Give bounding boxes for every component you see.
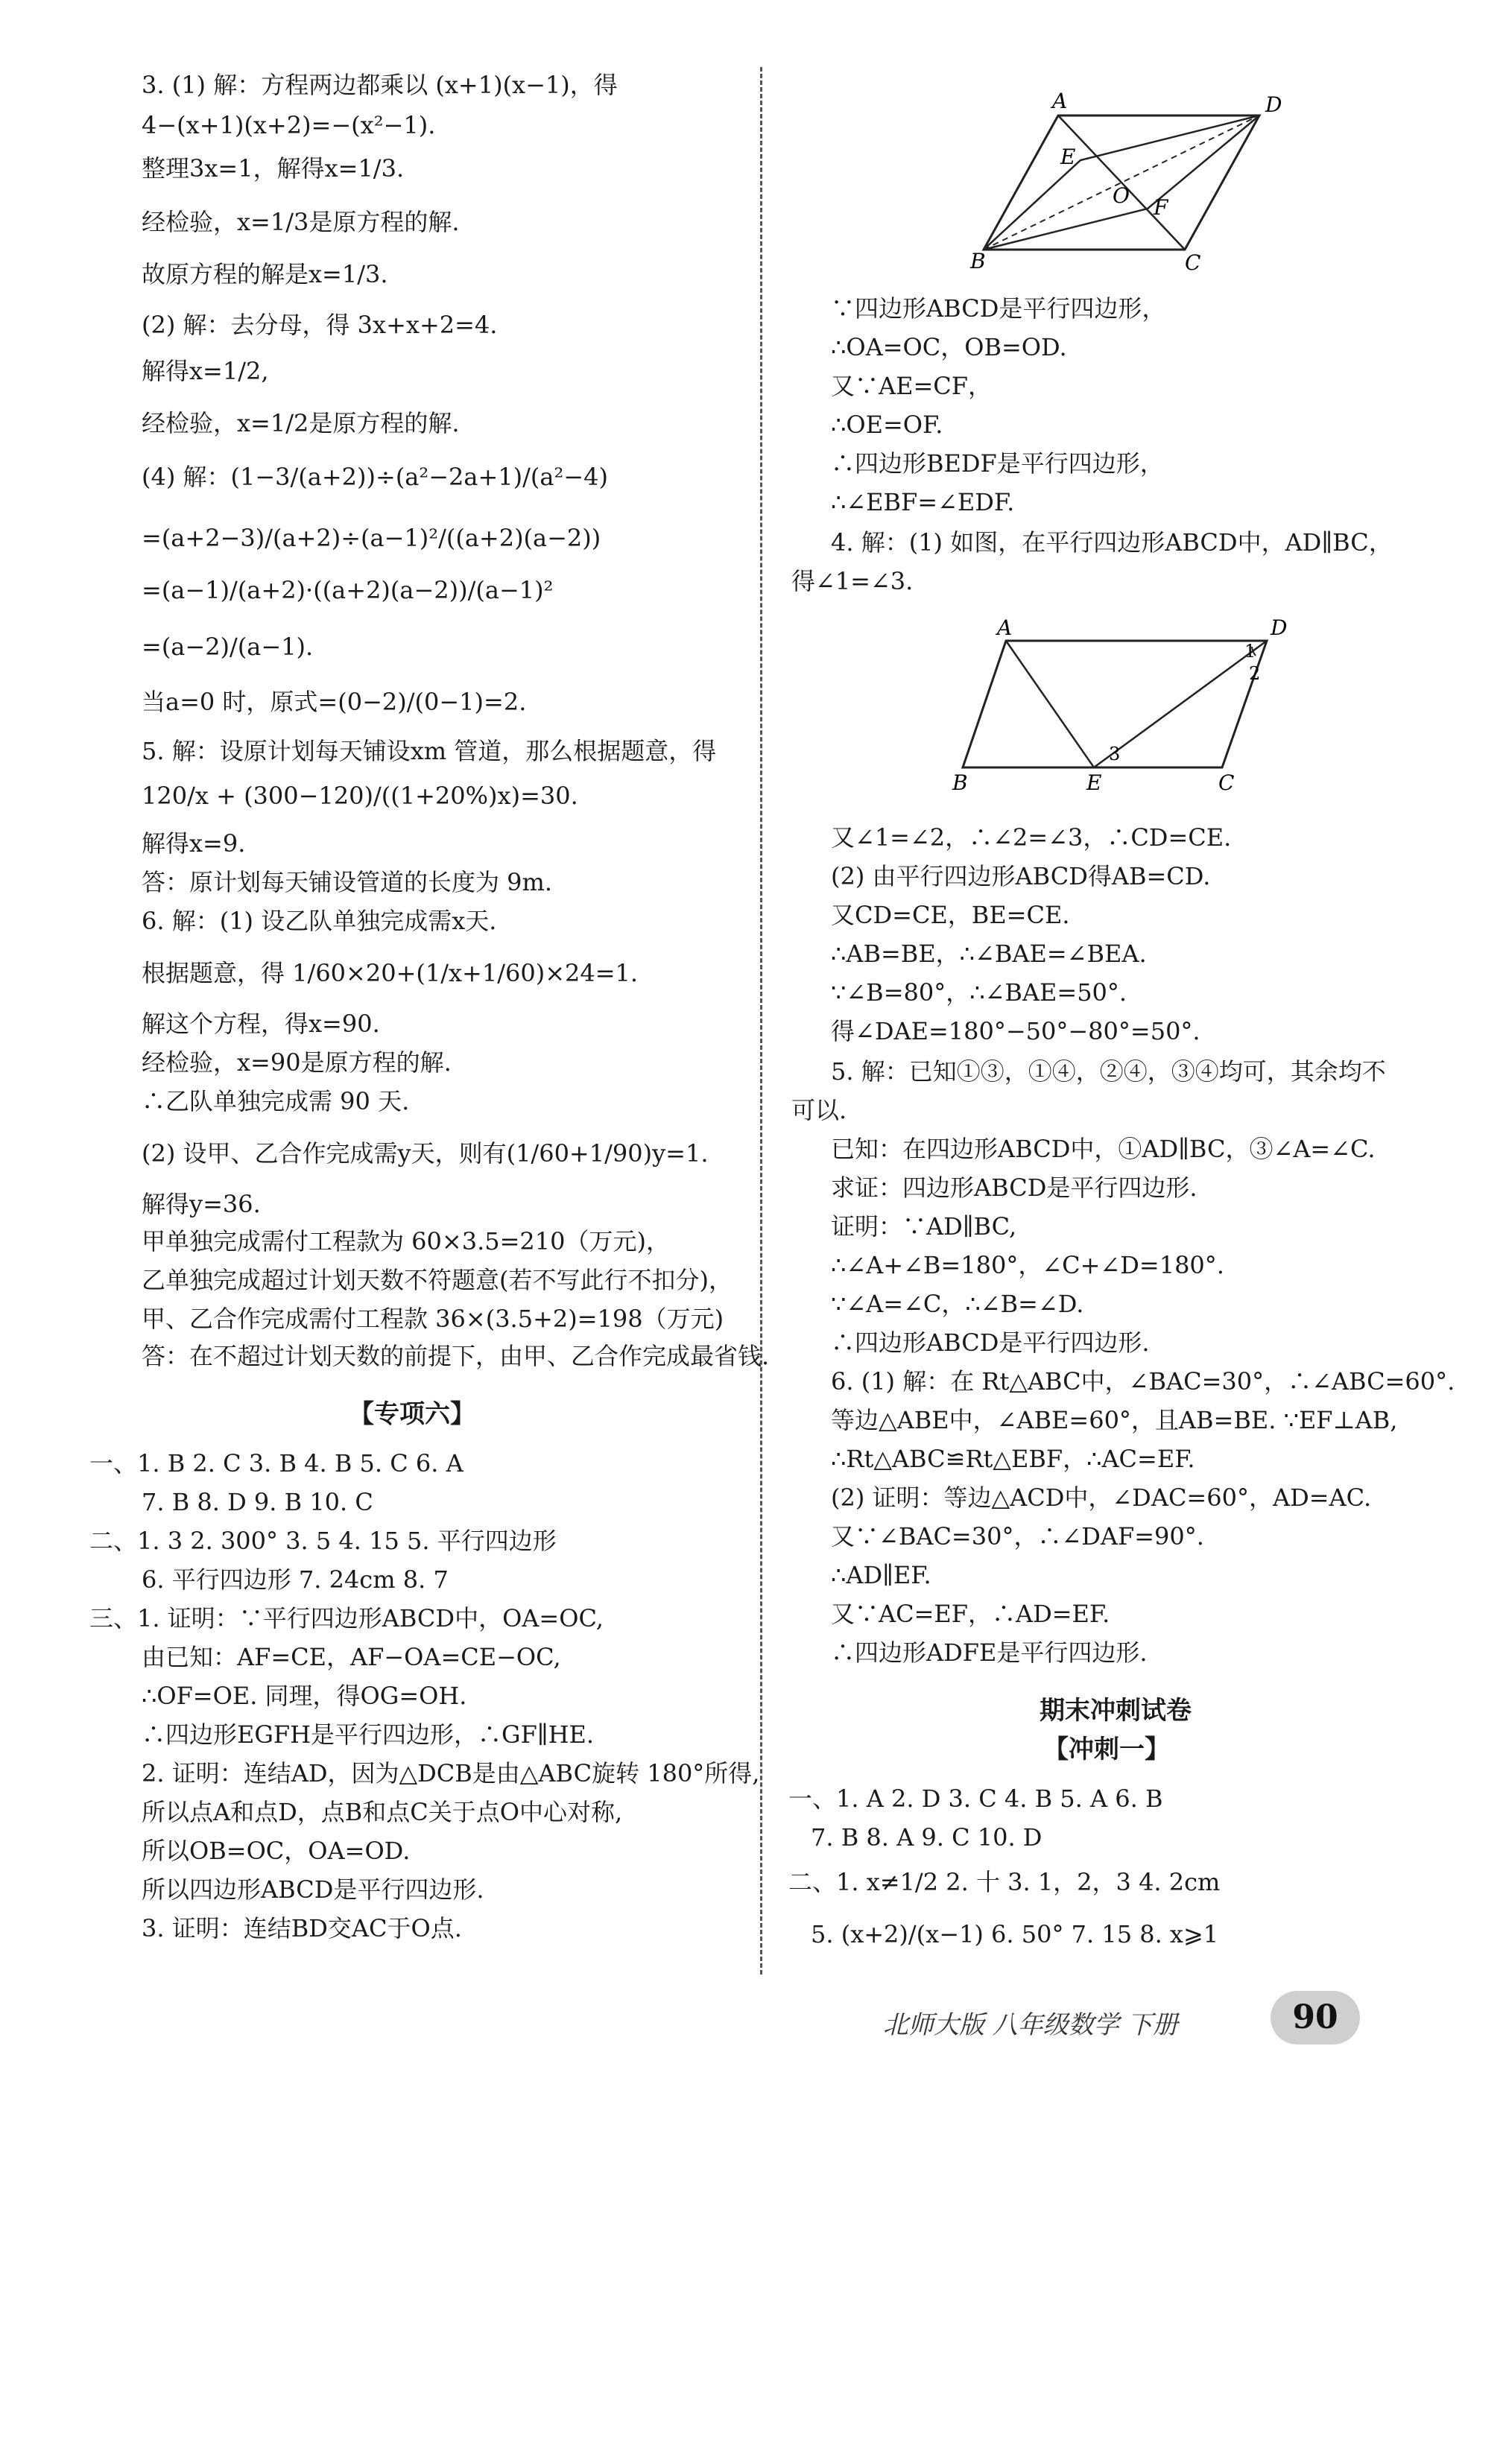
text-line: 甲单独完成需付工程款为 60×3.5=210（万元)， bbox=[142, 1227, 670, 1255]
section-heading: 【专项六】 bbox=[349, 1399, 475, 1429]
angle-label: 2 bbox=[1249, 663, 1261, 684]
text-line: 由已知：AF=CE，AF−OA=CE−OC, bbox=[142, 1643, 561, 1671]
text-line: (4) 解：(1−3/(a+2))÷(a²−2a+1)/(a²−4) bbox=[142, 463, 608, 491]
figure1-label: E bbox=[1060, 145, 1076, 169]
figure1-label: F bbox=[1154, 195, 1168, 220]
text-line: ∴四边形BEDF是平行四边形， bbox=[831, 449, 1164, 478]
text-line: ∵∠B=80°，∴∠BAE=50°. bbox=[831, 978, 1127, 1007]
text-line: 5. 解：设原计划每天铺设xm 管道，那么根据题意，得 bbox=[142, 737, 717, 765]
figure-parallelogram-angles bbox=[946, 618, 1289, 797]
text-line: 二、1. 3 2. 300° 3. 5 4. 15 5. 平行四边形 bbox=[89, 1527, 557, 1555]
text-line: 一、1. A 2. D 3. C 4. B 5. A 6. B bbox=[788, 1784, 1163, 1813]
text-line: 6. 平行四边形 7. 24cm 8. 7 bbox=[142, 1565, 449, 1594]
text-line: 根据题意，得 1/60×20+(1/x+1/60)×24=1. bbox=[142, 959, 639, 987]
column-divider bbox=[760, 67, 762, 1974]
text-line: 又∠1=∠2，∴∠2=∠3，∴CD=CE. bbox=[831, 823, 1232, 852]
text-line: 7. B 8. A 9. C 10. D bbox=[811, 1823, 1043, 1852]
text-line: 答：原计划每天铺设管道的长度为 9m. bbox=[142, 868, 553, 896]
text-line: ∴OF=OE. 同理，得OG=OH. bbox=[142, 1682, 467, 1710]
text-line: 5. 解：已知①③，①④，②④，③④均可，其余均不 bbox=[831, 1057, 1386, 1086]
text-line: 又∵AC=EF，∴AD=EF. bbox=[831, 1600, 1110, 1628]
text-line: ∴∠A+∠B=180°，∠C+∠D=180°. bbox=[831, 1251, 1224, 1279]
text-line: 解得x=9. bbox=[142, 829, 246, 858]
text-line: ∴四边形ABCD是平行四边形. bbox=[831, 1328, 1150, 1357]
text-line: ∵∠A=∠C，∴∠B=∠D. bbox=[831, 1290, 1084, 1318]
page-number: 90 bbox=[1271, 1991, 1360, 2045]
figure1-label: C bbox=[1185, 250, 1201, 275]
text-line: 6. 解：(1) 设乙队单独完成需x天. bbox=[142, 907, 497, 935]
text-line: 三、1. 证明：∵平行四边形ABCD中，OA=OC, bbox=[89, 1604, 604, 1632]
text-line: (2) 证明：等边△ACD中，∠DAC=60°，AD=AC. bbox=[831, 1483, 1372, 1512]
text-line: 等边△ABE中，∠ABE=60°，且AB=BE. ∵EF⊥AB, bbox=[831, 1406, 1398, 1434]
text-line: 4−(x+1)(x+2)=−(x²−1). bbox=[142, 111, 436, 139]
figure2-label: A bbox=[997, 618, 1013, 640]
figure-parallelogram-bedf bbox=[961, 89, 1289, 276]
text-line: 故原方程的解是x=1/3. bbox=[142, 260, 388, 288]
text-line: 一、1. B 2. C 3. B 4. B 5. C 6. A bbox=[89, 1449, 463, 1478]
text-line: ∵四边形ABCD是平行四边形， bbox=[831, 294, 1166, 323]
text-line: ∴AD∥EF. bbox=[831, 1561, 931, 1589]
text-line: 120/x + (300−120)/((1+20%)x)=30. bbox=[142, 782, 578, 810]
text-line: 甲、乙合作完成需付工程款 36×(3.5+2)=198（万元) bbox=[142, 1305, 724, 1333]
text-line: 得∠1=∠3. bbox=[791, 567, 914, 595]
figure2-label: B bbox=[952, 770, 968, 795]
text-line: 经检验，x=1/2是原方程的解. bbox=[142, 409, 460, 437]
angle-label: 3 bbox=[1109, 744, 1121, 764]
text-line: 解得y=36. bbox=[142, 1190, 261, 1218]
text-line: 又∵∠BAC=30°，∴∠DAF=90°. bbox=[831, 1522, 1204, 1551]
figure2-label: D bbox=[1271, 618, 1288, 640]
figure2-label: E bbox=[1086, 770, 1102, 795]
text-line: 可以. bbox=[791, 1096, 847, 1124]
text-line: 所以点A和点D，点B和点C关于点O中心对称, bbox=[142, 1798, 623, 1826]
text-line: 证明：∵AD∥BC, bbox=[831, 1212, 1017, 1241]
text-line: 经检验，x=1/3是原方程的解. bbox=[142, 208, 460, 236]
text-line: ∴四边形EGFH是平行四边形，∴GF∥HE. bbox=[142, 1720, 595, 1749]
figure1-label: O bbox=[1113, 183, 1130, 208]
angle-label: 1 bbox=[1244, 641, 1256, 662]
text-line: 当a=0 时，原式=(0−2)/(0−1)=2. bbox=[142, 688, 527, 716]
text-line: 已知：在四边形ABCD中，①AD∥BC，③∠A=∠C. bbox=[831, 1135, 1376, 1163]
figure1-label: D bbox=[1265, 92, 1282, 117]
text-line: 又CD=CE，BE=CE. bbox=[831, 901, 1070, 929]
text-line: ∴OA=OC，OB=OD. bbox=[831, 333, 1067, 361]
text-line: 5. (x+2)/(x−1) 6. 50° 7. 15 8. x⩾1 bbox=[811, 1920, 1219, 1948]
figure2-label: C bbox=[1218, 770, 1235, 795]
text-line: 3. 证明：连结BD交AC于O点. bbox=[142, 1914, 462, 1942]
section-heading: 【冲刺一】 bbox=[1043, 1735, 1170, 1764]
text-line: 7. B 8. D 9. B 10. C bbox=[142, 1488, 373, 1516]
text-line: 6. (1) 解：在 Rt△ABC中，∠BAC=30°，∴∠ABC=60°. bbox=[831, 1367, 1455, 1396]
text-line: 求证：四边形ABCD是平行四边形. bbox=[831, 1174, 1197, 1202]
text-line: 4. 解：(1) 如图，在平行四边形ABCD中，AD∥BC， bbox=[831, 528, 1393, 557]
text-line: ∴AB=BE，∴∠BAE=∠BEA. bbox=[831, 940, 1147, 968]
text-line: (2) 解：去分母，得 3x+x+2=4. bbox=[142, 311, 498, 339]
text-line: 得∠DAE=180°−50°−80°=50°. bbox=[831, 1017, 1200, 1045]
text-line: 所以四边形ABCD是平行四边形. bbox=[142, 1875, 484, 1904]
figure1-label: B bbox=[970, 249, 986, 273]
text-line: =(a−1)/(a+2)·((a+2)(a−2))/(a−1)² bbox=[142, 576, 554, 604]
text-line: 2. 证明：连结AD，因为△DCB是由△ABC旋转 180°所得, bbox=[142, 1759, 760, 1787]
text-line: ∴Rt△ABC≌Rt△EBF，∴AC=EF. bbox=[831, 1445, 1195, 1473]
text-line: 乙单独完成超过计划天数不符题意(若不写此行不扣分)， bbox=[142, 1266, 733, 1294]
text-line: 又∵AE=CF， bbox=[831, 372, 992, 400]
text-line: =(a−2)/(a−1). bbox=[142, 633, 314, 661]
footer-book-info: 北师大版 八年级数学 下册 bbox=[883, 2010, 1178, 2040]
text-line: (2) 由平行四边形ABCD得AB=CD. bbox=[831, 862, 1211, 890]
text-line: ∴四边形ADFE是平行四边形. bbox=[831, 1638, 1148, 1667]
text-line: 解得x=1/2, bbox=[142, 357, 269, 385]
text-line: 3. (1) 解：方程两边都乘以 (x+1)(x−1)，得 bbox=[142, 71, 618, 99]
text-line: ∴∠EBF=∠EDF. bbox=[831, 488, 1015, 516]
text-line: 解这个方程，得x=90. bbox=[142, 1010, 380, 1038]
text-line: 所以OB=OC，OA=OD. bbox=[142, 1837, 411, 1865]
text-line: 经检验，x=90是原方程的解. bbox=[142, 1048, 452, 1077]
text-line: ∴乙队单独完成需 90 天. bbox=[142, 1087, 410, 1115]
text-line: 整理3x=1，解得x=1/3. bbox=[142, 154, 405, 183]
text-line: =(a+2−3)/(a+2)÷(a−1)²/((a+2)(a−2)) bbox=[142, 524, 601, 552]
text-line: ∴OE=OF. bbox=[831, 411, 943, 439]
text-line: 答：在不超过计划天数的前提下，由甲、乙合作完成最省钱. bbox=[142, 1342, 770, 1370]
section-heading: 期末冲刺试卷 bbox=[1040, 1696, 1192, 1726]
figure1-label: A bbox=[1052, 89, 1068, 113]
text-line: (2) 设甲、乙合作完成需y天，则有(1/60+1/90)y=1. bbox=[142, 1139, 709, 1168]
text-line: 二、1. x≠1/2 2. 十 3. 1，2，3 4. 2cm bbox=[788, 1868, 1221, 1896]
